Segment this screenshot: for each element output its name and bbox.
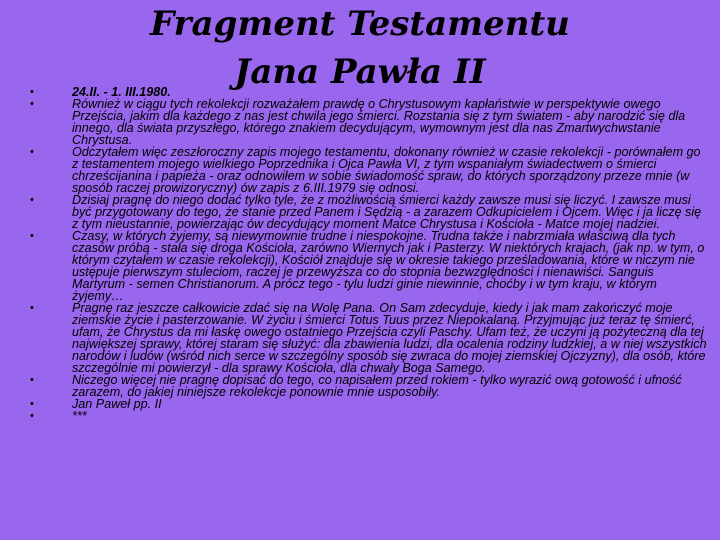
bullet-icon: • bbox=[30, 194, 34, 206]
paragraph bbox=[30, 146, 710, 194]
paragraph bbox=[30, 230, 710, 302]
signature-text: Jan Paweł pp. II bbox=[72, 397, 162, 411]
paragraph-text: Czasy, w których żyjemy, są niewymownie trudne i niespokojne. Trudna także i nabrzmiała właściwą dla tych czasów próbą - stała się droga Kościoła, zarówno Wiernych jak i Pasterzy. W niektórych krajach, (jak np. w tym, o którym czytałem w czasie rekolekcji), Kościół znajduje się w okresie takiego prześladowania, które w niczym nie ustępuje pierwszym stuleciom, raczej je przewyższa co do stopnia bezwzględności i nienawiści. Sanguis Martyrum - semen Christianorum. A prócz tego - tylu ludzi ginie niewinnie, choćby i w tym kraju, w którym żyjemy… bbox=[72, 229, 705, 303]
paragraph-text: Dzisiaj pragnę do niego dodać tylko tyle, że z możliwością śmierci każdy zawsze musi się liczyć. I zawsze musi być przygotowany do tego, że stanie przed Panem i Sędzią - a zarazem Odkupicielem i Ojcem. Więc i ja liczę się z tym nieustannie, powierzając ów decydujący moment Matce Chrystusa i Kościoła - Matce mojej nadziei. bbox=[72, 193, 702, 231]
testament-text bbox=[30, 86, 710, 422]
paragraph-text: Pragnę raz jeszcze całkowicie zdać się na Wolę Pana. On Sam zdecyduje, kiedy i jak mam zakończyć moje ziemskie życie i pasterzowanie. W życiu i śmierci Totus Tuus przez Niepokalaną. Przyjmując już teraz tę śmierć, ufam, że Chrystus da mi łaskę owego ostatniego Przejścia czyli Paschy. Ufam też, że uczyni ją pożyteczną dla tej największej sprawy, której staram się służyć: dla zbawienia ludzi, dla ocalenia rodziny ludzkiej, a w niej wszystkich narodów i ludów (wśród nich serce w szczególny sposób się zwraca do mojej ziemskiej Ojczyzny), dla osób, które szczególnie mi powierzył - dla sprawy Kościoła, dla chwały Boga Samego. bbox=[72, 301, 707, 375]
paragraph-text: Również w ciągu tych rekolekcji rozważałem prawdę o Chrystusowym kapłaństwie w perspektywie owego Przejścia, jakim dla każdego z nas jest chwila jego śmierci. Rozstania się z tym światem - aby narodzić się dla innego, dla świata przyszłego, którego znakiem decydującym, wymownym jest dla nas Zmartwychwstanie Chrystusa. bbox=[72, 97, 686, 147]
bullet-icon: • bbox=[30, 398, 34, 410]
title-line-1: Fragment Testamentu bbox=[150, 4, 570, 44]
signature bbox=[30, 398, 710, 410]
title-line-2: Jana Pawła II bbox=[234, 52, 486, 92]
bullet-icon: • bbox=[30, 374, 34, 386]
paragraph bbox=[30, 98, 710, 146]
closing-stars bbox=[30, 410, 710, 422]
bullet-icon: • bbox=[30, 302, 34, 314]
bullet-icon: • bbox=[30, 86, 34, 98]
paragraph bbox=[30, 194, 710, 230]
paragraph-text: 24.II. - 1. III.1980. bbox=[72, 85, 171, 99]
paragraph-text: Odczytałem więc zeszłoroczny zapis mojego testamentu, dokonany również w czasie rekolekcji - porównałem go z testamentem mojego wielkiego Poprzednika i Ojca Pawła VI, z tym wspaniałym świadectwem o śmierci chrześcijanina i papieża - oraz odnowiłem w sobie świadomość spraw, do których sporządzony przeze mnie (w sposób raczej prowizoryczny) ów zapis z 6.III.1979 się odnosi. bbox=[72, 145, 701, 195]
closing-stars-text: *** bbox=[72, 409, 87, 423]
paragraph-text: Niczego więcej nie pragnę dopisać do tego, co napisałem przed rokiem - tylko wyrazić ową gotowość i ufność zarazem, do jakiej niniejsze rekolekcje ponownie mnie usposobiły. bbox=[72, 373, 682, 399]
paragraph bbox=[30, 374, 710, 398]
bullet-icon: • bbox=[30, 146, 34, 158]
bullet-icon: • bbox=[30, 230, 34, 242]
paragraph bbox=[30, 302, 710, 374]
bullet-icon: • bbox=[30, 410, 34, 422]
bullet-icon: • bbox=[30, 98, 34, 110]
